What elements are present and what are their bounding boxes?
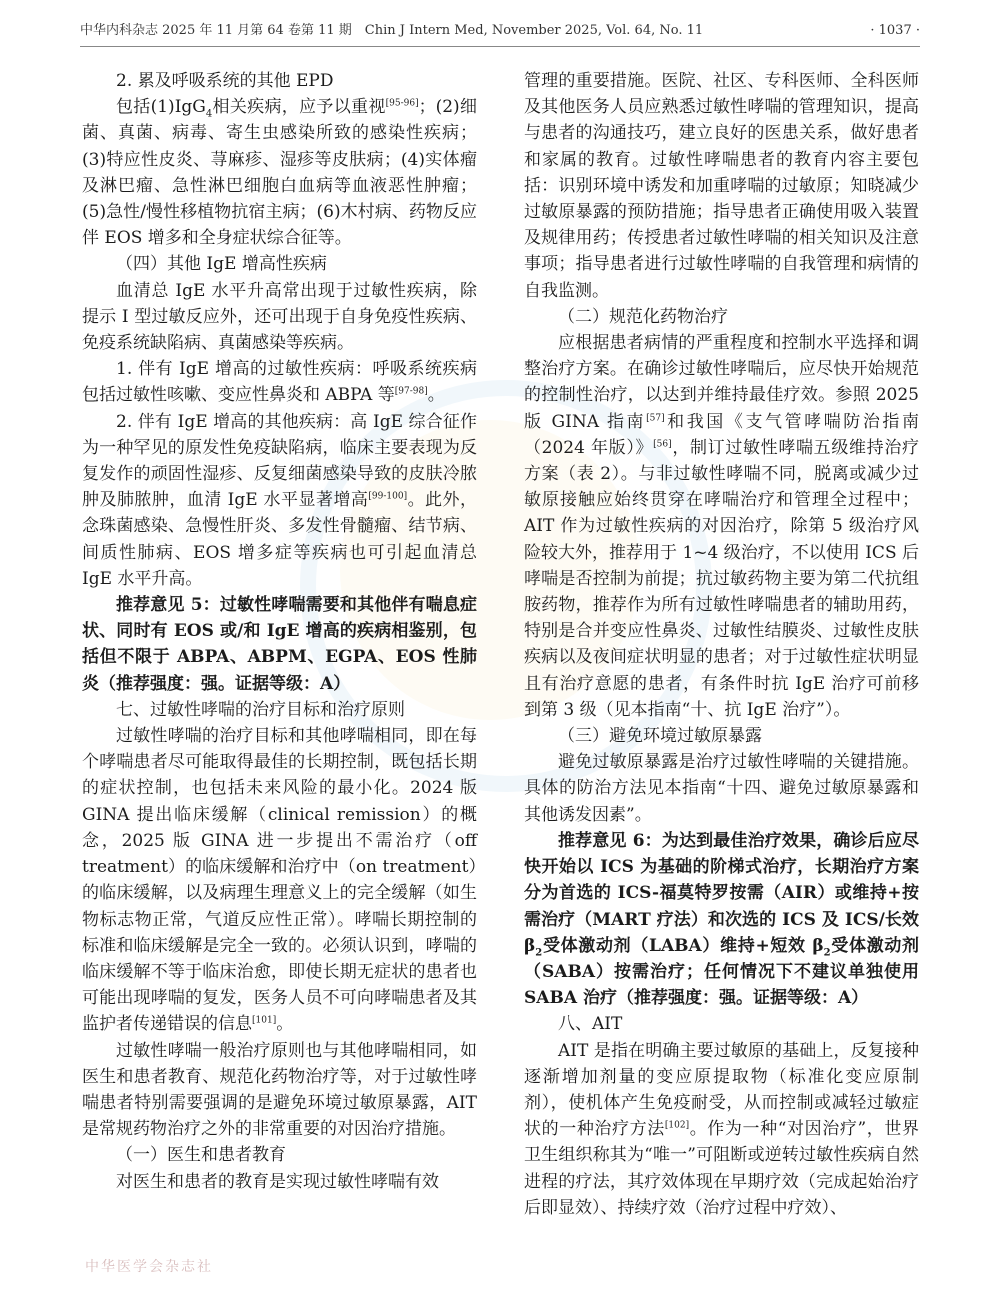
- section-heading: （四）其他 IgE 增高性疾病: [116, 254, 327, 275]
- running-header: [80, 18, 920, 47]
- paragraph: 管理的重要措施。医院、社区、专科医师、全科医师及其他医务人员应熟悉过敏性哮喘的管理知识，提高与患者的沟通技巧，建立良好的医患关系，做好患者和家属的教育。过敏性哮喘患者的教育内容主要包括：识别环境中诱发和加重哮喘的过敏原；知晓减少过敏原暴露的预防措施；指导患者正确使用吸入装置及规律用药；传授患者过敏性哮喘的相关知识及注意事项；指导患者进行过敏性哮喘的自我管理和病情的自我监测。: [524, 71, 919, 301]
- paragraph: 过敏性哮喘一般治疗原则也与其他哮喘相同，如医生和患者教育、规范化药物治疗等，对于过敏性哮喘患者特别需要强调的是避免环境过敏原暴露，AIT 是常规药物治疗之外的非常重要的对因治疗措施。: [82, 1040, 477, 1140]
- right-column: [524, 68, 919, 1221]
- section-heading: （一）医生和患者教育: [116, 1145, 286, 1166]
- recommendation-6: 推荐意见 6：为达到最佳治疗效果，确诊后应尽快开始以 ICS 为基础的阶梯式治疗，长期治疗方案分为首选的 ICS-福莫特罗按需（AIR）或维持+按需治疗（MART 疗法）和次选的 ICS 及 ICS/长效 $\beta_2$受体激动剂（LABA）维持+短效 $\beta_2$受体激动剂（SABA）按需治疗；任何情况下不建议单独使用 SABA 治疗（推荐强度：强。证据等级：A）: [524, 830, 920, 1009]
- paragraph: 2. 伴有 IgE 增高的其他疾病：高 IgE 综合征作为一种罕见的原发性免疫缺陷病，临床主要表现为反复发作的顽固性湿疹、反复细菌感染导致的皮肤冷脓肿及肺脓肿，血清 IgE 水平显著增高[99-100]。此外，念珠菌感染、急慢性肝炎、多发性骨髓瘤、结节病、间质性肺病、EOS 增多症等疾病也可引起血清总 IgE 水平升高。: [82, 411, 477, 589]
- paragraph: 1. 伴有 IgE 增高的过敏性疾病：呼吸系统疾病包括过敏性咳嗽、变应性鼻炎和 ABPA 等[97-98]。: [82, 359, 477, 406]
- citation-ref: [101]: [252, 1015, 277, 1026]
- paragraph: AIT 是指在明确主要过敏原的基础上，反复接种逐渐增加剂量的变应原提取物（标准化变应原制剂），使机体产生免疫耐受，从而控制或减轻过敏症状的一种治疗方法[102]。作为一种“对因治疗”，世界卫生组织称其为“唯一”可阻断或逆转过敏性疾病自然进程的疗法，其疗效体现在早期疗效（完成起始治疗后即显效）、持续疗效（治疗过程中疗效）、: [524, 1040, 919, 1218]
- publisher-watermark: 中华医学会杂志社: [85, 1259, 213, 1275]
- paragraph: 血清总 IgE 水平升高常出现于过敏性疾病，除提示 Ⅰ 型过敏反应外，还可出现于自身免疫性疾病、免疫系统缺陷病、真菌感染等疾病。: [82, 280, 477, 354]
- section-heading: 八、AIT: [558, 1014, 623, 1035]
- paragraph: 过敏性哮喘的治疗目标和其他哮喘相同，即在每个哮喘患者尽可能取得最佳的长期控制，既包括长期的症状控制，也包括未来风险的最小化。2024 版 GINA 提出临床缓解（clinical remission）的概念，2025 版 GINA 进一步提出不需治疗（off treatment）的临床缓解和治疗中（on treatment）的临床缓解，以及病理生理意义上的完全缓解（如生物标志物正常，气道反应性正常）。哮喘长期控制的标准和临床缓解是完全一致的。必须认识到，哮喘的临床缓解不等于临床治愈，即使长期无症状的患者也可能出现哮喘的复发，医务人员不可向哮喘患者及其监护者传递错误的信息[101]。: [82, 726, 477, 1035]
- recommendation-5: 推荐意见 5：过敏性哮喘需要和其他伴有喘息症状、同时有 EOS 或/和 IgE 增高的疾病相鉴别，包括但不限于 ABPA、ABPM、EGPA、EOS 性肺炎（推荐强度：强。证据等级：A）: [82, 595, 477, 694]
- paragraph: 避免过敏原暴露是治疗过敏性哮喘的关键措施。具体的防治方法见本指南“十四、避免过敏原暴露和其他诱发因素”。: [524, 752, 919, 825]
- section-heading: （三）避免环境过敏原暴露: [558, 726, 762, 747]
- journal-citation: 中华内科杂志 2025 年 11 月第 64 卷第 11 期 Chin J Intern Med, November 2025, Vol. 64, No. 11: [80, 23, 704, 38]
- paragraph: 包括(1)IgG$_4$相关疾病，应予以重视[95-96]；(2)细菌、真菌、病毒、寄生虫感染所致的感染性疾病；(3)特应性皮炎、荨麻疹、湿疹等皮肤病；(4)实体瘤及淋巴瘤、急性淋巴细胞白血病等血液恶性肿瘤；(5)急性/慢性移植物抗宿主病；(6)木村病、药物反应伴 EOS 增多和全身症状综合征等。: [82, 97, 477, 249]
- section-heading: （二）规范化药物治疗: [558, 306, 728, 327]
- citation-ref: [102]: [664, 1120, 690, 1131]
- citation-ref: [95-96]: [385, 98, 419, 109]
- left-column: [82, 68, 477, 1195]
- paragraph: 应根据患者病情的严重程度和控制水平选择和调整治疗方案。在确诊过敏性哮喘后，应尽快开始规范的控制性治疗，以达到并维持最佳疗效。参照 2025 版 GINA 指南[57]和我国《支气管哮喘防治指南（2024 年版）》[56]，制订过敏性哮喘五级维持治疗方案（表 2）。与非过敏性哮喘不同，脱离或减少过敏原接触应始终贯穿在哮喘治疗和管理全过程中；AIT 作为过敏性疾病的对因治疗，除第 5 级治疗风险较大外，推荐用于 1~4 级治疗，不以使用 ICS 后哮喘是否控制为前提；抗过敏药物主要为第二代抗组胺药物，推荐作为所有过敏性哮喘患者的辅助用药，特别是合并变应性鼻炎、过敏性结膜炎、过敏性皮肤疾病以及夜间症状明显的患者；对于过敏性症状明显且有治疗意愿的患者，有条件时抗 IgE 治疗可前移到第 3 级（见本指南“十、抗 IgE 治疗”）。: [524, 333, 919, 720]
- page-number: · 1037 ·: [870, 23, 920, 38]
- citation-ref: [56]: [653, 439, 672, 450]
- paragraph: 对医生和患者的教育是实现过敏性哮喘有效: [116, 1171, 439, 1192]
- citation-ref: [97-98]: [394, 386, 428, 397]
- citation-ref: [57]: [646, 412, 665, 423]
- citation-ref: [99-100]: [368, 491, 408, 502]
- subsection-heading: 2. 累及呼吸系统的其他 EPD: [116, 71, 334, 91]
- section-heading: 七、过敏性哮喘的治疗目标和治疗原则: [116, 699, 405, 720]
